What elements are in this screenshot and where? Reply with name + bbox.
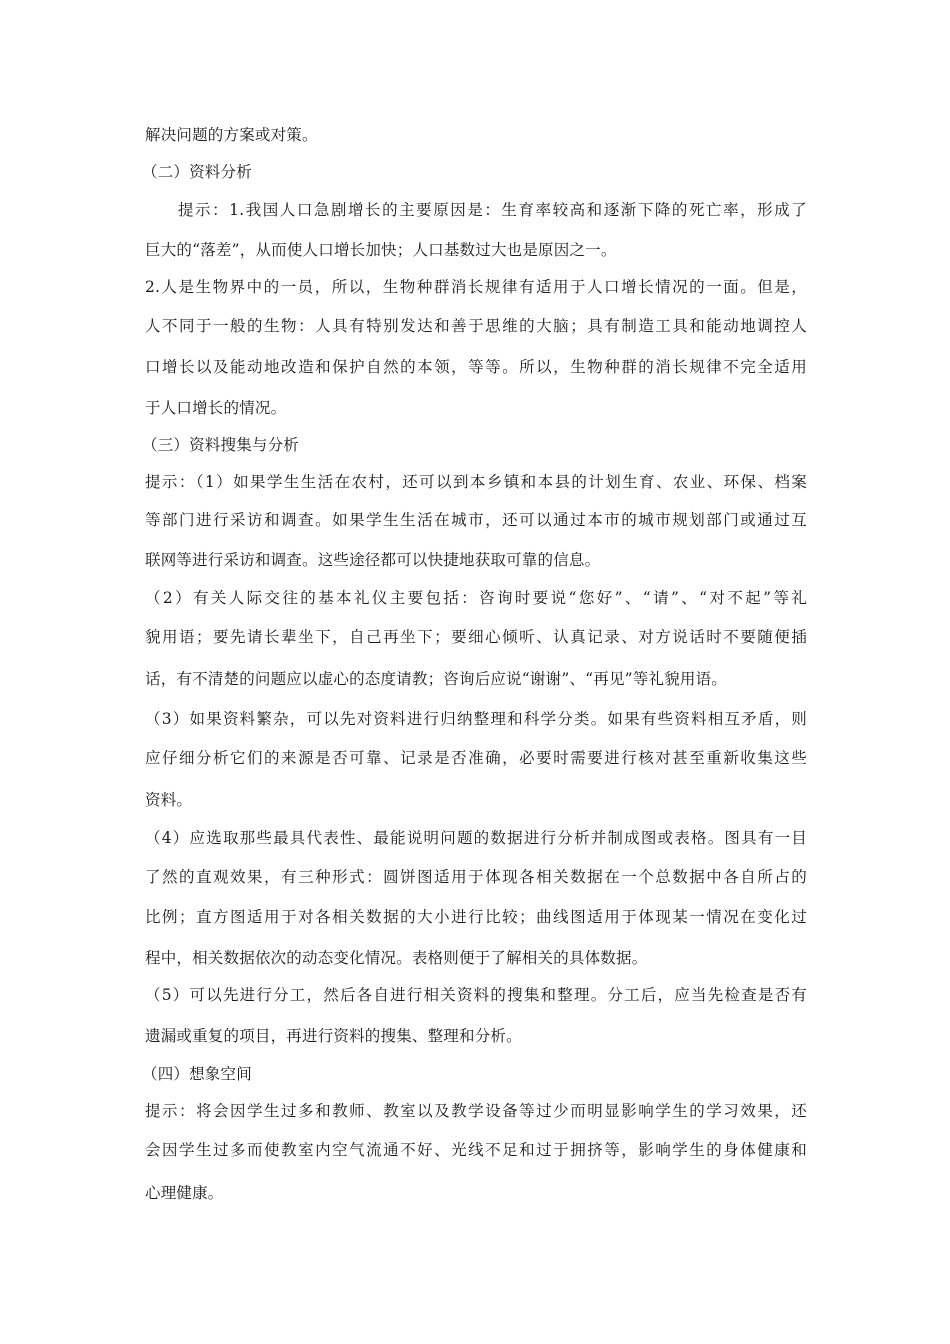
- text-line: （5）可以先进行分工，然后各自进行相关资料的搜集和整理。分工后，应当先检查是否有: [145, 986, 807, 1004]
- text-line: 会因学生过多而使教室内空气流通不好、光线不足和过于拥挤等，影响学生的身体健康和: [145, 1141, 807, 1159]
- text-line: 了然的直观效果，有三种形式：圆饼图适用于体现各相关数据在一个总数据中各自所占的: [145, 868, 807, 886]
- text-line: 貌用语；要先请长辈坐下，自己再坐下；要细心倾听、认真记录、对方说话时不要随便插: [145, 628, 807, 646]
- text-line: 遗漏或重复的项目，再进行资料的搜集、整理和分析。: [145, 1027, 522, 1045]
- section-heading: （四）想象空间: [142, 1065, 252, 1083]
- text-line: 等部门进行采访和调查。如果学生生活在城市，还可以通过本市的城市规划部门或通过互: [145, 511, 807, 529]
- text-line: 巨大的“落差”，从而使人口增长加快；人口基数过大也是原因之一。: [145, 241, 617, 259]
- text-line: （3）如果资料繁杂，可以先对资料进行归纳整理和科学分类。如果有些资料相互矛盾，则: [145, 710, 807, 728]
- section-heading: （二）资料分析: [142, 163, 252, 181]
- text-line: （2）有关人际交往的基本礼仪主要包括：咨询时要说“您好”、“请”、“对不起”等礼: [145, 589, 807, 607]
- text-line: 提示：将会因学生过多和教师、教室以及教学设备等过少而明显影响学生的学习效果，还: [145, 1102, 807, 1120]
- text-line: 解决问题的方案或对策。: [145, 126, 318, 144]
- text-line: 心理健康。: [145, 1184, 224, 1202]
- text-line: 比例；直方图适用于对各相关数据的大小进行比较；曲线图适用于体现某一情况在变化过: [145, 908, 807, 926]
- text-line: 人不同于一般的生物：人具有特别发达和善于思维的大脑；具有制造工具和能动地调控人: [145, 317, 807, 335]
- text-line: 话，有不清楚的问题应以虚心的态度请教；咨询后应说“谢谢”、“再见”等礼貌用语。: [145, 670, 727, 688]
- section-heading: （三）资料搜集与分析: [142, 436, 300, 454]
- text-line: 联网等进行采访和调查。这些途径都可以快捷地获取可靠的信息。: [145, 551, 601, 569]
- text-line: 资料。: [145, 791, 193, 809]
- text-line: 于人口增长的情况。: [145, 399, 287, 417]
- text-line: （4）应选取那些最具代表性、最能说明问题的数据进行分析并制成图或表格。图具有一目: [145, 829, 807, 847]
- text-line: 提示：（1）如果学生生活在农村，还可以到本乡镇和本县的计划生育、农业、环保、档案: [145, 473, 807, 491]
- text-line: 程中，相关数据依次的动态变化情况。表格则便于了解相关的具体数据。: [145, 949, 648, 967]
- text-line: 提示：1.我国人口急剧增长的主要原因是：生育率较高和逐渐下降的死亡率，形成了: [178, 201, 807, 219]
- text-line: 口增长以及能动地改造和保护自然的本领，等等。所以，生物种群的消长规律不完全适用: [145, 358, 807, 376]
- text-line: 2.人是生物界中的一员，所以，生物种群消长规律有适用于人口增长情况的一面。但是，: [145, 278, 807, 296]
- text-line: 应仔细分析它们的来源是否可靠、记录是否准确，必要时需要进行核对甚至重新收集这些: [145, 749, 807, 767]
